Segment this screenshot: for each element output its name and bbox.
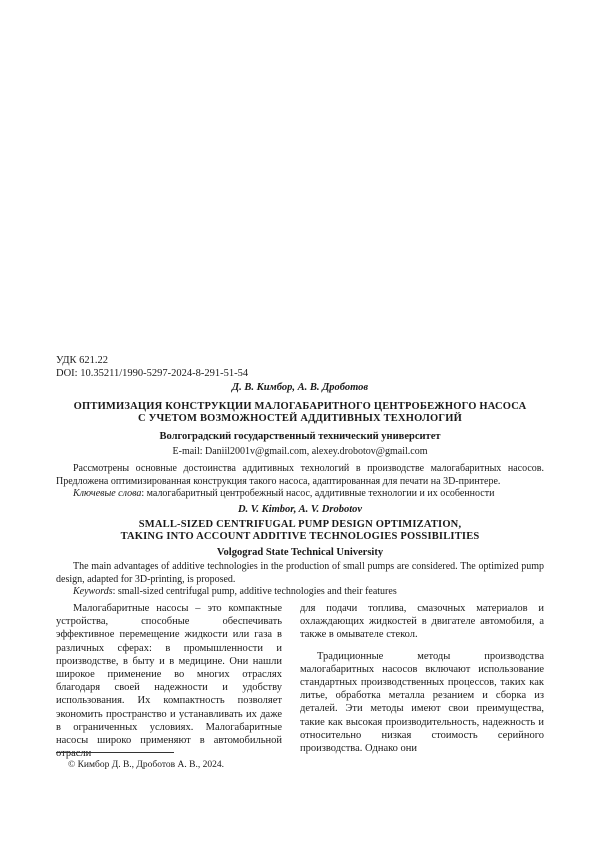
udk-block [56,354,248,380]
en-title [56,519,544,543]
body-paragraph: Традиционные методы производства малогабаритных насосов включают использование стандартных производственных процессов, таких как литье, обработка металла резанием и сборка из деталей. Эти методы имеют свои преимущества, такие как высокая производительность, надежность и относительно низкая стоимость серийного производства. Однако они [300,650,544,755]
en-abstract [56,561,544,599]
ru-title-line1: ОПТИМИЗАЦИЯ КОНСТРУКЦИИ МАЛОГАБАРИТНОГО ЦЕНТРОБЕЖНОГО НАСОСА [73,401,527,412]
en-keywords-label: Keywords [73,586,113,597]
udk-code: УДК 621.22 [56,355,109,366]
body-column-left [56,602,282,760]
en-title-line2: TAKING INTO ACCOUNT ADDITIVE TECHNOLOGIES POSSIBILITIES [120,531,480,542]
footnote-divider [56,752,174,753]
ru-keywords-text: : малогабаритный центробежный насос, аддитивные технологии и их особенности [141,488,495,499]
ru-affiliation: Волгоградский государственный технический университет [159,431,441,442]
body-column-right [300,602,544,755]
ru-title-line2: С УЧЕТОМ ВОЗМОЖНОСТЕЙ АДДИТИВНЫХ ТЕХНОЛОГИЙ [137,413,462,424]
ru-abstract [56,463,544,501]
en-keywords-text: : small-sized centrifugal pump, additive technologies and their features [112,586,397,597]
ru-keywords-label: Ключевые слова [73,488,142,499]
en-authors: D. V. Kimbor, A. V. Drobotov [237,504,363,515]
ru-keywords [56,488,544,501]
en-title-line1: SMALL-SIZED CENTRIFUGAL PUMP DESIGN OPTIMIZATION, [138,519,462,530]
body-paragraph-continued: для подачи топлива, смазочных материалов и охлаждающих жидкостей в двигателе автомобиля, а также в омывателе стекол. [300,603,544,641]
doi: DOI: 10.35211/1990-5297-2024-8-291-51-54 [56,368,249,379]
ru-title [56,401,544,425]
ru-email: E-mail: Daniil2001v@gmail.com, alexey.drobotov@gmail.com [172,446,428,457]
en-keywords [56,586,544,599]
ru-abstract-text: Рассмотрены основные достоинства аддитивных технологий в производстве малогабаритных насосов. Предложена оптимизированная конструкция такого насоса, адаптированная для печати на 3D-принтере. [56,463,544,487]
en-affiliation: Volgograd State Technical University [216,547,384,558]
ru-authors: Д. В. Кимбор, А. В. Дроботов [231,382,369,393]
en-abstract-text: The main advantages of additive technologies in the production of small pumps are considered. The optimized pump design, adapted for 3D-printing, is proposed. [56,561,544,585]
body-paragraph: Малогабаритные насосы – это компактные устройства, способные обеспечивать эффективное перемещение жидкости или газа в различных сферах: в промышленности и производстве, в быту и в медицине. Они нашли широкое применение во многих отраслях благодаря своей надежности и удобству использования. Их компактность позволяет экономить пространство и устанавливать их даже в ограниченных условиях. Малогабаритные насосы широко применяют в автомобильной отрасли [56,603,282,760]
copyright-footnote: © Кимбор Д. В., Дроботов А. В., 2024. [68,760,224,770]
